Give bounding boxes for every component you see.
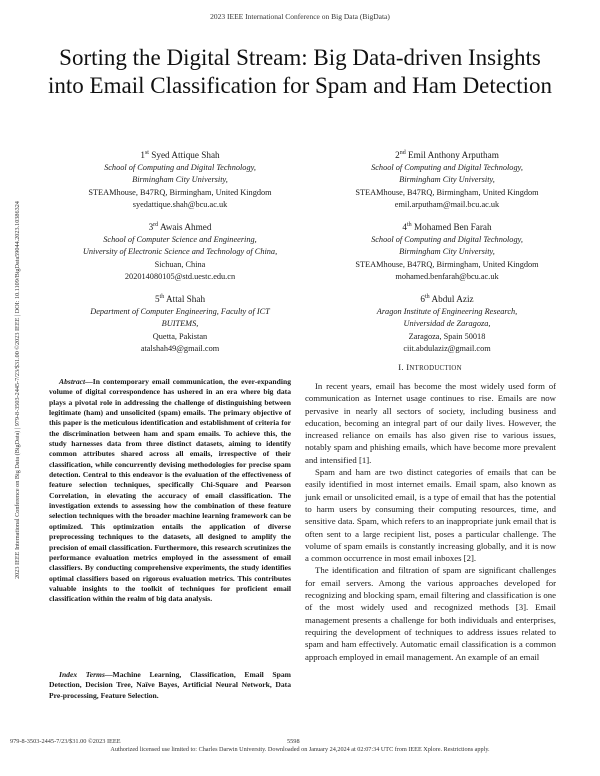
author-ordinal: st bbox=[144, 150, 149, 156]
author-ordinal: nd bbox=[399, 150, 406, 156]
abstract bbox=[49, 377, 291, 605]
doi-sidebar-text: 2023 IEEE International Conference on Big Data (BigData) | 979-8-3503-2445-7/23/$31.00 ©2023 IEEE | DOI: 10.1109/BigData59044.2023.10386324 bbox=[14, 201, 21, 579]
author-address: STEAMhouse, B47RQ, Birmingham, United Kingdom bbox=[355, 187, 539, 197]
footer-copyright: 979-8-3503-2445-7/23/$31.00 ©2023 IEEE bbox=[10, 738, 121, 745]
abstract-label: Abstract bbox=[59, 377, 86, 386]
author-name: Mohamed Ben Farah bbox=[413, 222, 492, 233]
conference-header: 2023 IEEE International Conference on Big Data (BigData) bbox=[210, 12, 390, 21]
author-email: 202014080105@std.uestc.edu.cn bbox=[124, 272, 236, 282]
author-institution: BUITEMS, bbox=[161, 319, 199, 329]
author-number: 6 bbox=[420, 294, 425, 305]
body-paragraph: In recent years, email has become the most widely used form of communication as Internet usage continues to rise. Emails are now pervasive in nearly all sectors of society, including business and education, becoming an integral part of our daily lives. However, the increased reliance on emails has also given rise to various issues, notably spam and phishing emails, which have become more prevalent and intensified [1]. bbox=[305, 381, 556, 465]
author-institution: University of Electronic Science and Technology of China, bbox=[82, 247, 278, 257]
author-name: Attal Shah bbox=[166, 294, 206, 305]
index-terms bbox=[49, 670, 291, 701]
author-address: Sichuan, China bbox=[154, 259, 206, 269]
author-name: Emil Anthony Arputham bbox=[408, 150, 499, 161]
author-department: School of Computing and Digital Technology, bbox=[371, 162, 523, 172]
author-email: atalshah49@gmail.com bbox=[140, 344, 220, 354]
author-institution: Birmingham City University, bbox=[399, 247, 495, 257]
abstract-text: —In contemporary email communication, the ever-expanding volume of digital correspondence has ushered in an era where big data plays a pivotal role in addressing the challenge of distinguishing between legitimate (ham) and unsolicited (spam) emails. The primary objective of this paper is the meticulous identification and establishment of criteria for the discrimination between ham and spam emails. To achieve this, the study harnesses data from three distinct datasets, aiming to identify common attributes shared across all emails, irrespective of their classification, while concurrently devising methodologies for precise spam detection. Central to this endeavor is the evaluation of the effectiveness of feature selection techniques, specifically Chi-Square and Pearson Correlation, in elevating the accuracy of email classification. The investigation extends to assessing how the combination of these feature selection techniques with the broader machine learning framework can be optimized. This optimization entails the application of diverse preprocessing techniques to the datasets, all designed to amplify the precision of email classification. Furthermore, this research scrutinizes the performance evaluation metrics employed in the assessment of email classifiers. By conducting comprehensive experiments, the study identifies optimal classifiers based on rigorous evaluation metrics. This contributes valuable insights to the toolkit of techniques for proficient email classification within the realm of big data analysis. bbox=[49, 377, 291, 604]
author-block bbox=[322, 219, 572, 284]
author-address: Quetta, Pakistan bbox=[152, 331, 208, 341]
body-column bbox=[305, 380, 556, 663]
author-block bbox=[322, 147, 572, 212]
author-department: Aragon Institute of Engineering Research, bbox=[376, 306, 518, 316]
author-ordinal: rd bbox=[153, 222, 159, 228]
author-email: syedattique.shah@bcu.ac.uk bbox=[132, 200, 228, 210]
body-paragraph: Spam and ham are two distinct categories of emails that can be easily identified in most internet emails. Email spam, also known as junk email or unsolicited email, is a type of email that has the potential to harm users by consuming their computing resources, time, and sensitive data. Spam, which refers to an inappropriate junk email that is often sent to a large recipient list, poses a particular challenge. The volume of spam emails is constantly increasing globally, and it is now a common occurrence in most email inboxes [2]. bbox=[305, 467, 556, 564]
author-department: Department of Computer Engineering, Faculty of ICT bbox=[90, 306, 270, 316]
author-department: School of Computing and Digital Technology, bbox=[371, 234, 523, 244]
author-address: Zaragoza, Spain 50018 bbox=[408, 331, 486, 341]
paper-title: Sorting the Digital Stream: Big Data-driven Insights into Email Classification for Spam and Ham Detection bbox=[48, 45, 552, 98]
page-number: 5598 bbox=[287, 738, 300, 745]
author-ordinal: th bbox=[159, 294, 165, 300]
author-number: 5 bbox=[154, 294, 160, 305]
author-number: 2 bbox=[395, 150, 400, 161]
author-block bbox=[55, 147, 305, 212]
author-address: STEAMhouse, B47RQ, Birmingham, United Kingdom bbox=[88, 187, 272, 197]
author-email: ciit.abdulaziz@gmail.com bbox=[403, 344, 491, 354]
author-department: School of Computing and Digital Technology, bbox=[104, 162, 256, 172]
section-heading-text: I. INTRODUCTION bbox=[398, 362, 462, 372]
author-number: 4 bbox=[402, 222, 408, 233]
author-number: 3 bbox=[148, 222, 154, 233]
author-number: 1 bbox=[140, 150, 145, 161]
author-block bbox=[55, 291, 305, 356]
section-heading bbox=[305, 362, 555, 372]
author-name: Awais Ahmed bbox=[159, 222, 212, 233]
index-terms-label: Index Terms bbox=[59, 670, 105, 679]
author-ordinal: th bbox=[425, 294, 430, 300]
author-email: mohamed.benfarah@bcu.ac.uk bbox=[395, 272, 499, 282]
author-institution: Birmingham City University, bbox=[399, 175, 495, 185]
author-email: emil.arputham@mail.bcu.ac.uk bbox=[394, 200, 500, 210]
author-name: Syed Attique Shah bbox=[151, 150, 220, 161]
author-department: School of Computer Science and Engineering, bbox=[103, 234, 257, 244]
index-terms-text: —Machine Learning, Classification, Email Spam Detection, Decision Tree, Naïve Bayes, Artificial Neural Network, Data Pre-processing, Feature Selection. bbox=[49, 670, 292, 700]
author-block bbox=[55, 219, 305, 284]
author-institution: Universidad de Zaragoza, bbox=[403, 319, 491, 329]
author-ordinal: th bbox=[407, 222, 412, 228]
author-block bbox=[322, 291, 572, 356]
body-paragraph: The identification and filtration of spam are significant challenges for email servers. Among the various approaches developed for recognizing and blocking spam, email filtering and classification is one of the most widely used and recognized methods [3]. Email management presents a challenge for both individuals and enterprises, requiring the development of techniques to address issues related to spam and ham effectively. Automatic email classification is a common approach employed in email management. An example of an email bbox=[305, 565, 556, 662]
author-institution: Birmingham City University, bbox=[132, 175, 228, 185]
author-address: STEAMhouse, B47RQ, Birmingham, United Kingdom bbox=[355, 259, 539, 269]
license-notice: Authorized licensed use limited to: Charles Darwin University. Downloaded on January 24,2024 at 02:07:34 UTC from IEEE Xplore. Restrictions apply. bbox=[110, 746, 490, 753]
author-name: Abdul Aziz bbox=[431, 294, 474, 305]
